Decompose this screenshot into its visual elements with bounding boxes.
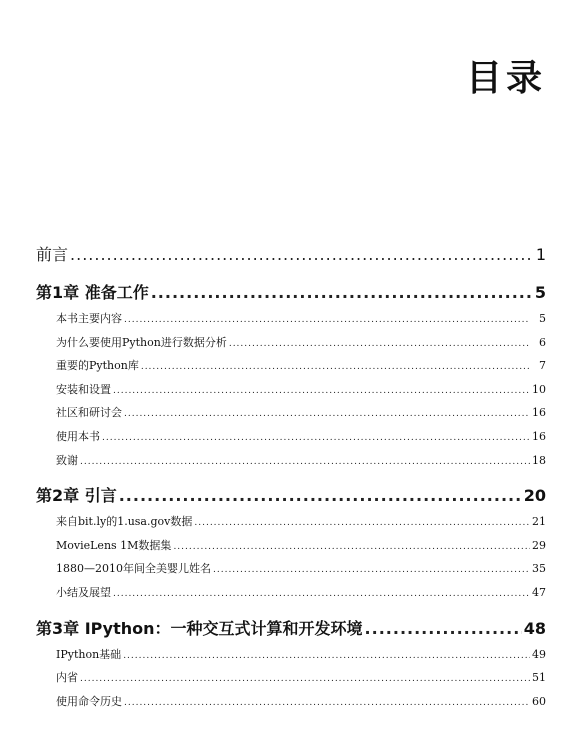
- section-label: 1880—2010年间全美婴儿姓名: [56, 562, 211, 576]
- toc-entry-section[interactable]: [36, 334, 546, 358]
- section-page-number: 51: [532, 671, 546, 685]
- section-page-number: 60: [532, 694, 546, 708]
- section-page-number: 35: [532, 562, 546, 576]
- section-label: MovieLens 1M数据集: [56, 538, 172, 552]
- chapter-page-number: 5: [534, 283, 546, 302]
- section-label: 致谢: [56, 453, 78, 467]
- toc-entry-chapter[interactable]: [36, 616, 546, 646]
- section-page-number: 21: [532, 515, 546, 529]
- dot-leader: [113, 589, 530, 599]
- toc-entry-preface[interactable]: [36, 242, 546, 272]
- toc-entry-section[interactable]: [36, 560, 546, 584]
- chapter-label: 第2章 引言: [36, 486, 117, 506]
- chapter-page-number: 48: [523, 618, 546, 638]
- section-page-number: 16: [532, 406, 546, 420]
- toc-entry-section[interactable]: [36, 452, 546, 476]
- dot-leader: [70, 245, 534, 264]
- toc-page-number: 1: [535, 245, 546, 264]
- chapter-block: [36, 616, 546, 717]
- toc-entry-label: 前言: [36, 245, 69, 264]
- section-page-number: 49: [532, 647, 546, 661]
- page-title: 目录: [465, 58, 546, 99]
- chapter-page-number: 20: [523, 486, 546, 506]
- section-label: 使用命令历史: [56, 694, 122, 708]
- section-label: 使用本书: [56, 429, 100, 443]
- section-label: 安装和设置: [56, 382, 111, 396]
- dot-leader: [123, 651, 530, 661]
- section-label: 为什么要使用Python进行数据分析: [56, 335, 227, 349]
- toc-entry-section[interactable]: [36, 357, 546, 381]
- section-page-number: 10: [532, 382, 546, 396]
- chapter-label: 第3章 IPython：一种交互式计算和开发环境: [36, 618, 363, 638]
- section-page-number: 47: [532, 585, 546, 599]
- section-label: 来自bit.ly的1.usa.gov数据: [56, 515, 193, 529]
- dot-leader: [151, 283, 533, 302]
- dot-leader: [80, 457, 530, 467]
- toc-entry-chapter[interactable]: [36, 280, 546, 310]
- toc-entry-section[interactable]: [36, 646, 546, 670]
- section-label: IPython基础: [56, 647, 122, 661]
- section-page-number: 18: [532, 453, 546, 467]
- dot-leader: [213, 565, 530, 575]
- chapter-block: [36, 483, 546, 607]
- section-page-number: 6: [539, 335, 546, 349]
- dot-leader: [141, 362, 530, 372]
- toc-entry-section[interactable]: [36, 584, 546, 608]
- section-label: 重要的Python库: [56, 359, 139, 373]
- toc-entry-section[interactable]: [36, 404, 546, 428]
- chapter-label: 第1章 准备工作: [36, 283, 149, 302]
- section-label: 社区和研讨会: [56, 406, 122, 420]
- dot-leader: [194, 518, 530, 528]
- dot-leader: [102, 433, 530, 443]
- section-page-number: 5: [539, 312, 546, 325]
- toc-entry-section[interactable]: [36, 381, 546, 405]
- dot-leader: [173, 542, 530, 552]
- dot-leader: [365, 619, 522, 638]
- section-label: 本书主要内容: [56, 312, 122, 325]
- dot-leader: [119, 486, 522, 505]
- dot-leader: [113, 386, 530, 396]
- toc-entry-section[interactable]: [36, 537, 546, 561]
- chapter-block: [36, 280, 546, 475]
- dot-leader: [80, 674, 530, 684]
- toc-entry-section[interactable]: [36, 693, 546, 717]
- toc-entry-chapter[interactable]: [36, 483, 546, 513]
- dot-leader: [124, 698, 530, 708]
- section-page-number: 16: [532, 429, 546, 443]
- toc-entry-section[interactable]: [36, 513, 546, 537]
- section-label: 内省: [56, 671, 78, 685]
- toc-entry-section[interactable]: [36, 669, 546, 693]
- dot-leader: [229, 339, 530, 349]
- toc-entry-section[interactable]: [36, 310, 546, 334]
- dot-leader: [124, 315, 530, 325]
- toc-entry-section[interactable]: [36, 428, 546, 452]
- table-of-contents: [36, 236, 546, 716]
- dot-leader: [124, 409, 530, 419]
- section-page-number: 7: [539, 359, 546, 373]
- section-label: 小结及展望: [56, 585, 111, 599]
- section-page-number: 29: [532, 538, 546, 552]
